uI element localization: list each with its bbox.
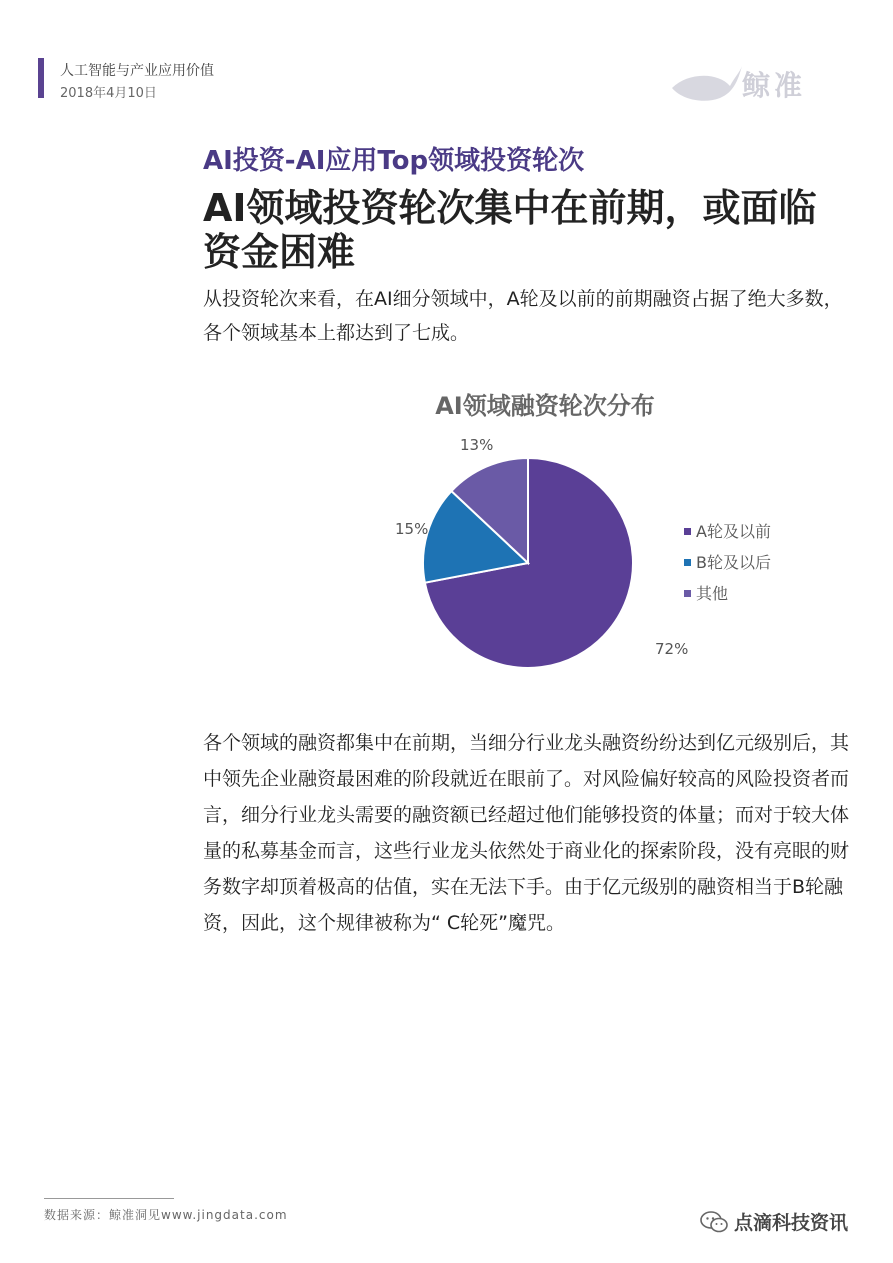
legend-label-1: A轮及以前 <box>696 522 771 541</box>
wechat-account-name: 点滴科技资讯 <box>734 1212 849 1234</box>
intro-paragraph: 从投资轮次来看，在AI细分领域中，A轮及以前的前期融资占据了绝大多数，各个领域基本上都达到了七成。 <box>203 288 843 344</box>
report-date: 2018年4月10日 <box>60 86 157 101</box>
legend-label-2: B轮及以后 <box>696 553 771 572</box>
data-source: 数据来源：鲸准洞见www.jingdata.com <box>44 1208 288 1222</box>
logo-text: 鲸准 <box>742 69 807 102</box>
legend-marker-3 <box>684 590 691 597</box>
page-title: AI领域投资轮次集中在前期，或面临资金困难 <box>203 186 817 274</box>
slice-value-label-1: 72% <box>655 640 689 658</box>
slice-value-label-3: 13% <box>460 436 494 454</box>
slice-value-label-2: 15% <box>395 520 429 538</box>
wechat-icon <box>700 1210 728 1234</box>
footer-divider <box>44 1198 174 1199</box>
legend-label-3: 其他 <box>696 584 729 603</box>
body-paragraph: 各个领域的融资都集中在前期，当细分行业龙头融资纷纷达到亿元级别后，其中领先企业融资最困难的阶段就近在眼前了。对风险偏好较高的风险投资者而言，细分行业龙头需要的融资额已经超过他们能够投资的体量；而对于较大体量的私募基金而言，这些行业龙头依然处于商业化的探索阶段，没有亮眼的财务数字却顶着极高的估值，实在无法下手。由于亿元级别的融资相当于B轮融资，因此，这个规律被称为“ C轮死”魔咒。 <box>203 732 850 934</box>
pie-chart <box>300 380 840 700</box>
legend-marker-1 <box>684 528 691 535</box>
report-title: 人工智能与产业应用价值 <box>60 63 214 79</box>
chart-title: AI领域融资轮次分布 <box>435 392 655 420</box>
legend-marker-2 <box>684 559 691 566</box>
header-accent-bar <box>38 58 44 98</box>
section-subtitle: AI投资-AI应用Top领域投资轮次 <box>203 146 585 176</box>
